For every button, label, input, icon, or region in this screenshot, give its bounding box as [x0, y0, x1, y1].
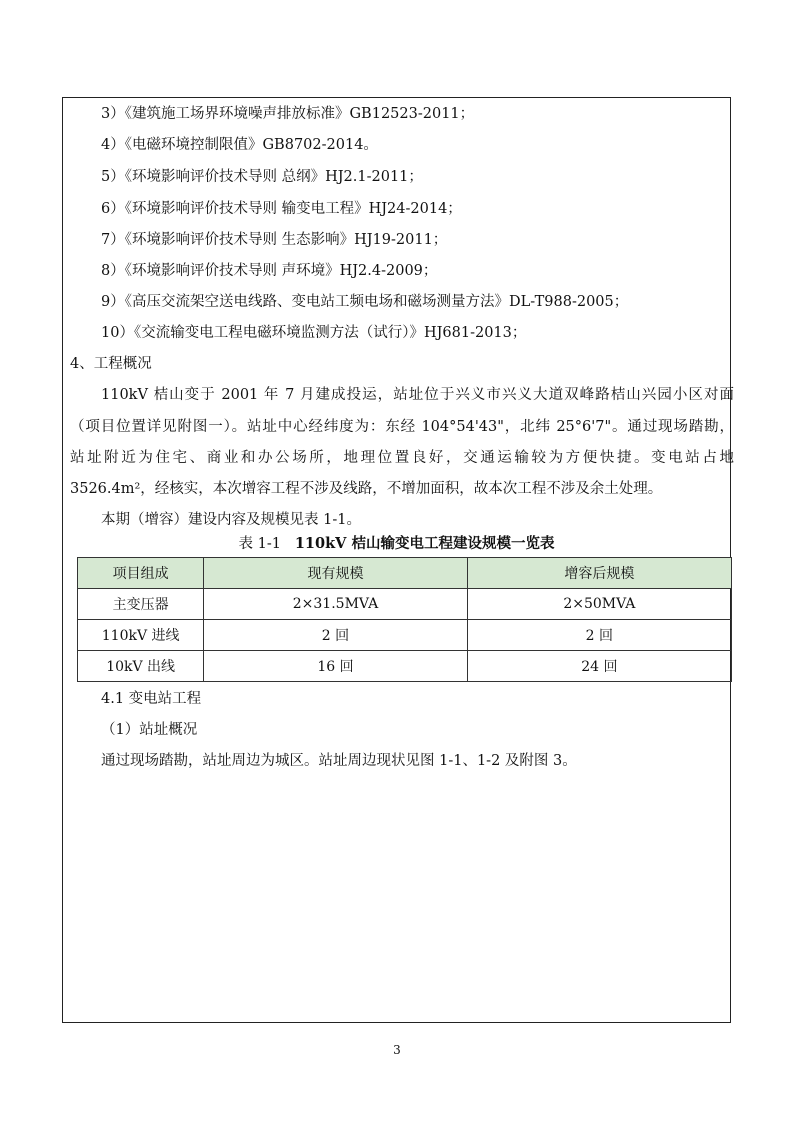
reference-item: 8）《环境影响评价技术导则 声环境》HJ2.4-2009；	[101, 263, 438, 279]
table-header: 现有规模	[204, 558, 467, 589]
reference-item: 6）《环境影响评价技术导则 输变电工程》HJ24-2014；	[101, 201, 462, 217]
reference-item: 4）《电磁环境控制限值》GB8702-2014。	[101, 137, 378, 153]
paragraph: 通过现场踏勘，站址周边为城区。站址周边现状见图 1-1、1-2 及附图 3。	[101, 753, 577, 769]
table-cell: 24 回	[467, 651, 731, 682]
subsection-heading: 4.1 变电站工程	[101, 691, 202, 707]
table-cell: 110kV 进线	[78, 620, 204, 651]
table-cell: 2 回	[467, 620, 731, 651]
table-cell: 2×50MVA	[467, 589, 731, 620]
table-caption	[62, 535, 731, 553]
table-cell: 16 回	[204, 651, 467, 682]
table-cell: 2×31.5MVA	[204, 589, 467, 620]
table-header: 增容后规模	[467, 558, 731, 589]
reference-item: 9）《高压交流架空送电线路、变电站工频电场和磁场测量方法》DL-T988-2005；	[101, 294, 629, 310]
reference-item: 5）《环境影响评价技术导则 总纲》HJ2.1-2011；	[101, 169, 423, 185]
table-row	[78, 620, 732, 651]
table-caption-title: 110kV 桔山输变电工程建设规模一览表	[294, 535, 555, 552]
table-header: 项目组成	[78, 558, 204, 589]
subsection-subheading: （1）站址概况	[101, 722, 198, 738]
page-number: 3	[393, 1043, 401, 1057]
table-header-row	[78, 558, 732, 589]
scale-table	[77, 557, 732, 682]
paragraph: 本期（增容）建设内容及规模见表 1-1。	[101, 512, 361, 528]
paragraph-line: 3526.4m²，经核实，本次增容工程不涉及线路，不增加面积，故本次工程不涉及余土处理。	[70, 481, 663, 497]
section-heading: 4、工程概况	[70, 356, 152, 372]
table-cell: 10kV 出线	[78, 651, 204, 682]
table-cell: 2 回	[204, 620, 467, 651]
table-row	[78, 651, 732, 682]
table-cell: 主变压器	[78, 589, 204, 620]
reference-item: 10）《交流输变电工程电磁环境监测方法（试行）》HJ681-2013；	[101, 325, 527, 341]
reference-item: 3）《建筑施工场界环境噪声排放标准》GB12523-2011；	[101, 106, 475, 122]
table-caption-number: 表 1-1	[238, 536, 281, 552]
table-row	[78, 589, 732, 620]
paragraph-line: 110kV 桔山变于 2001 年 7 月建成投运，站址位于兴义市兴义大道双峰路桔山兴园小区对面	[101, 387, 734, 403]
reference-item: 7）《环境影响评价技术导则 生态影响》HJ19-2011；	[101, 232, 448, 248]
paragraph-line: （项目位置详见附图一）。站址中心经纬度为：东经 104°54'43"，北纬 25°6'7"。通过现场踏勘，	[70, 419, 734, 435]
paragraph-line: 站址附近为住宅、商业和办公场所，地理位置良好，交通运输较为方便快捷。变电站占地	[70, 450, 734, 466]
